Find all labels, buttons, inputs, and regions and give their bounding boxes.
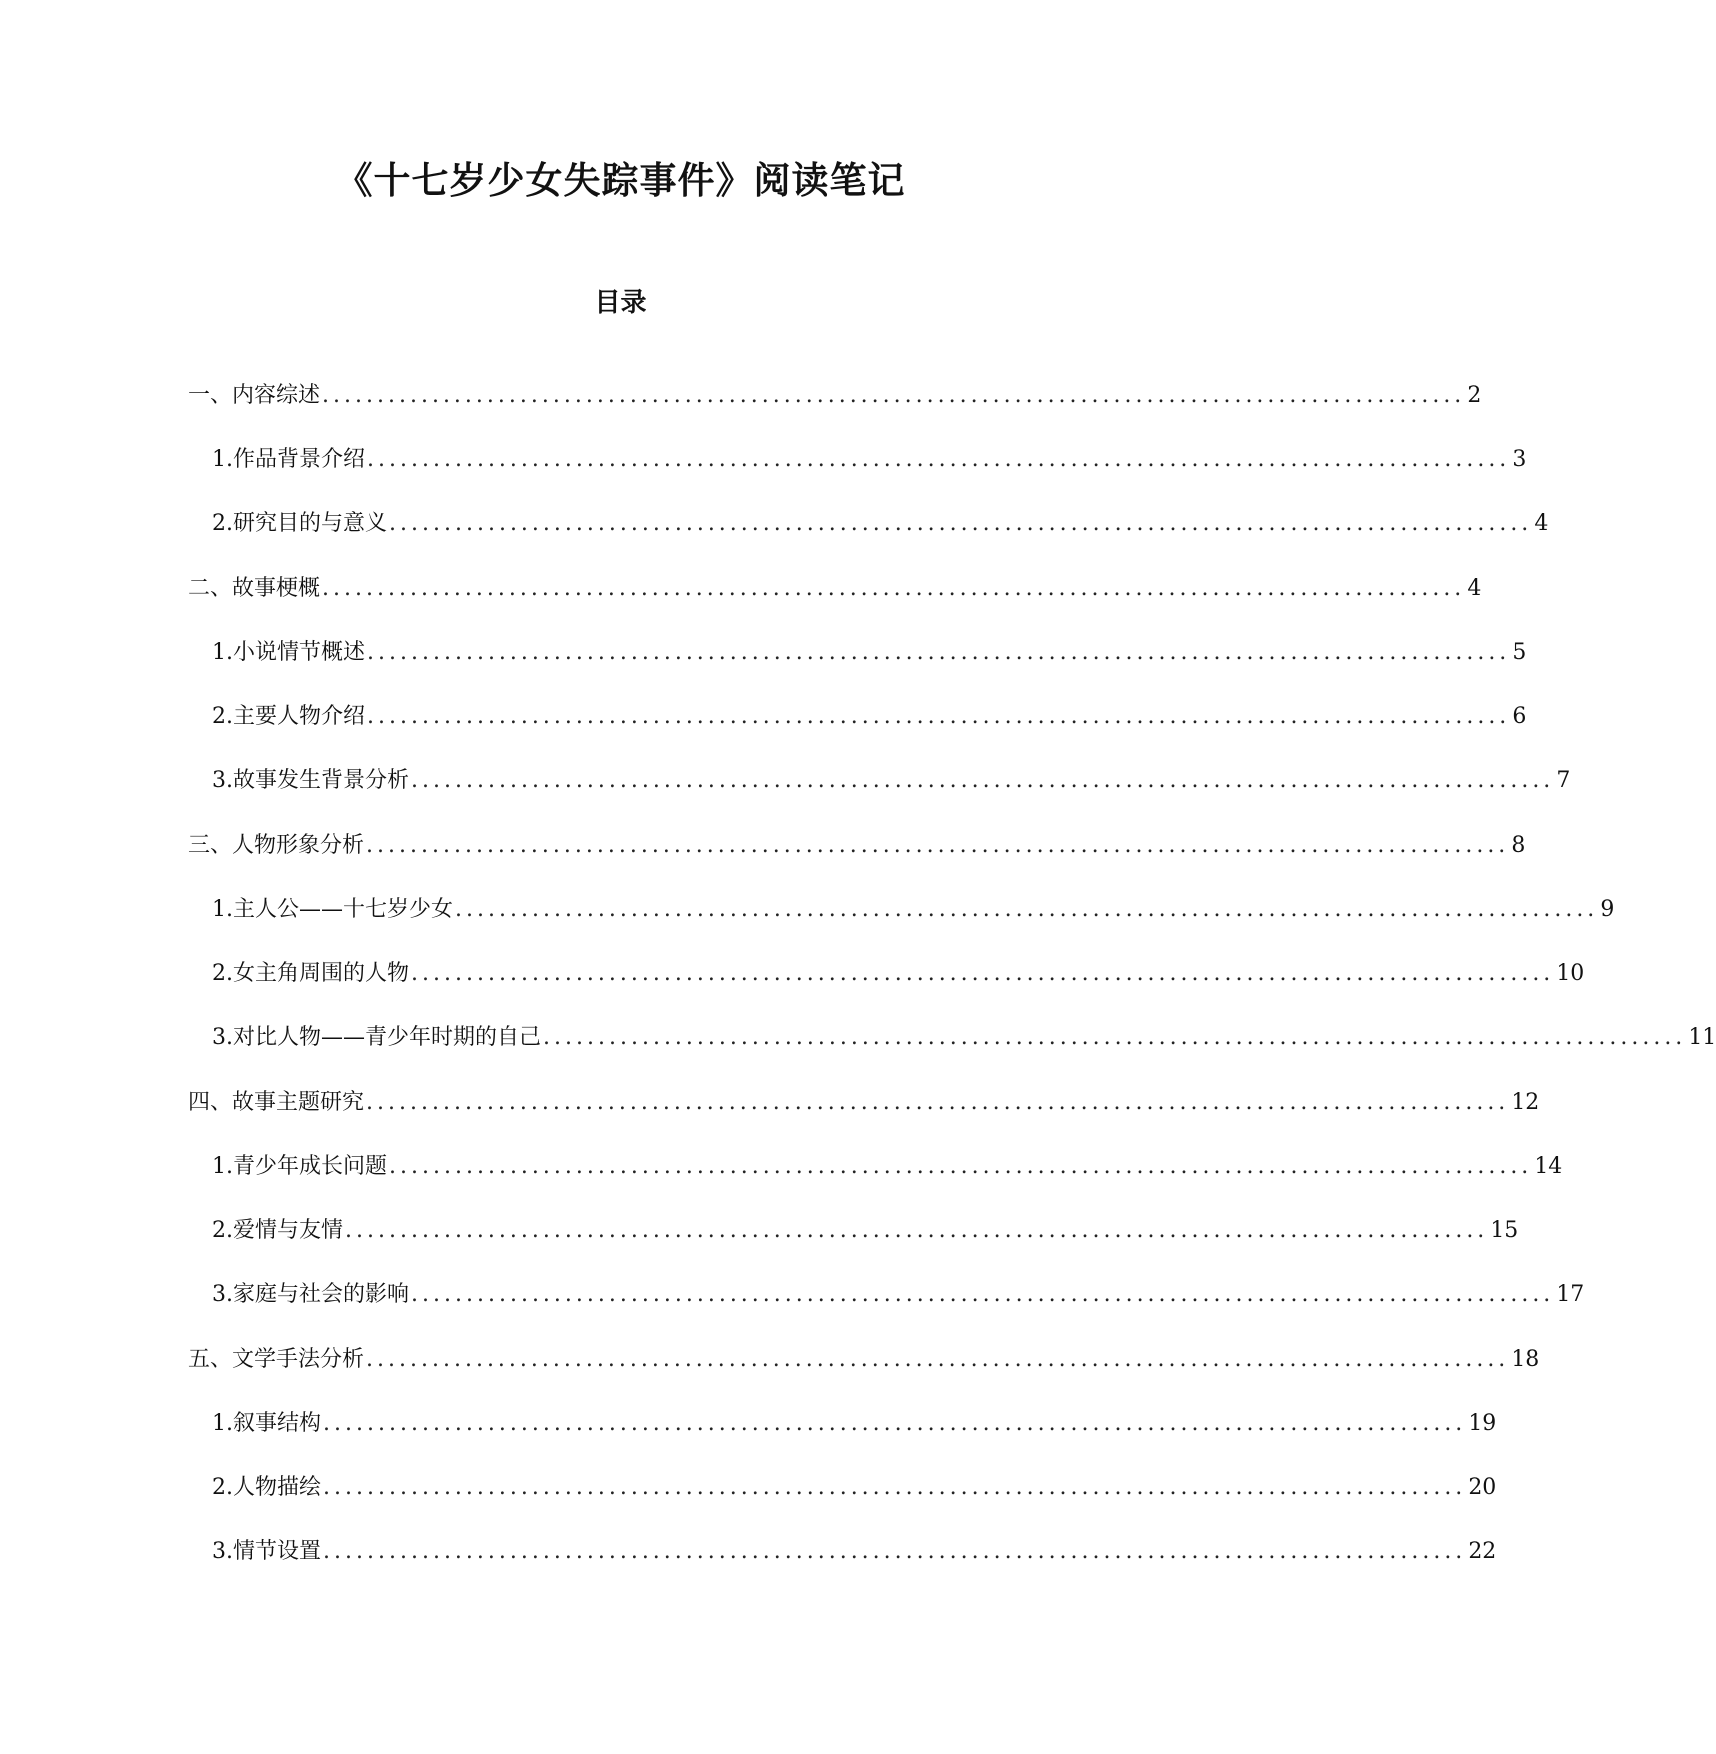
toc-entry[interactable] xyxy=(188,571,1482,605)
toc-leader-dots: ........................................................................................................ xyxy=(345,1218,1489,1243)
toc-entry-page: 15 xyxy=(1490,1218,1519,1243)
toc-entry[interactable] xyxy=(188,1085,1540,1119)
toc-entry-page: 8 xyxy=(1511,833,1526,858)
toc-entry[interactable] xyxy=(212,442,1527,476)
toc-entry-number: 3. xyxy=(212,1025,233,1050)
document-title: 《十七岁少女失踪事件》阅读笔记 xyxy=(335,159,906,202)
toc-entry-number: 2. xyxy=(212,704,233,729)
toc-entry[interactable] xyxy=(212,1020,1716,1054)
toc-entry-page: 19 xyxy=(1468,1411,1497,1436)
toc-leader-dots: ........................................................................................................ xyxy=(389,511,1533,536)
toc-entry-text: 女主角周围的人物 xyxy=(233,961,410,986)
toc-entry-page: 4 xyxy=(1534,511,1549,536)
toc-leader-dots: ........................................................................................................ xyxy=(367,447,1511,472)
toc-leader-dots: ........................................................................................................ xyxy=(455,897,1599,922)
toc-leader-dots: ........................................................................................................ xyxy=(366,1347,1510,1372)
toc-entry[interactable] xyxy=(212,1470,1497,1504)
toc-leader-dots: ........................................................................................................ xyxy=(322,383,1466,408)
toc-entry-number: 2. xyxy=(212,961,233,986)
toc-entry-page: 3 xyxy=(1512,447,1527,472)
toc-entry[interactable] xyxy=(212,763,1571,797)
toc-entry-page: 10 xyxy=(1556,961,1585,986)
toc-entry-page: 7 xyxy=(1556,768,1571,793)
toc-entry[interactable] xyxy=(188,1342,1540,1376)
toc-entry-page: 20 xyxy=(1468,1475,1497,1500)
toc-entry-text: 故事发生背景分析 xyxy=(233,768,410,793)
toc-entry-text: 二、故事梗概 xyxy=(188,576,321,601)
toc-entry-page: 18 xyxy=(1511,1347,1540,1372)
toc-entry-text: 小说情节概述 xyxy=(233,640,366,665)
toc-leader-dots: ........................................................................................................ xyxy=(323,1411,1467,1436)
toc-entry-number: 3. xyxy=(212,768,233,793)
toc-heading: 目录 xyxy=(594,288,647,318)
toc-entry[interactable] xyxy=(212,635,1527,669)
toc-entry-text: 研究目的与意义 xyxy=(233,511,388,536)
toc-leader-dots: ........................................................................................................ xyxy=(323,1475,1467,1500)
toc-entry-page: 17 xyxy=(1556,1282,1585,1307)
toc-entry-page: 11 xyxy=(1688,1025,1716,1050)
toc-entry-text: 情节设置 xyxy=(233,1539,322,1564)
toc-entry-number: 3. xyxy=(212,1539,233,1564)
toc-leader-dots: ........................................................................................................ xyxy=(323,1539,1467,1564)
toc-leader-dots: ........................................................................................................ xyxy=(411,961,1555,986)
toc-entry[interactable] xyxy=(188,378,1482,412)
toc-entry-page: 14 xyxy=(1534,1154,1563,1179)
toc-entry[interactable] xyxy=(212,1277,1585,1311)
toc-entry-number: 1. xyxy=(212,1411,233,1436)
toc-leader-dots: ........................................................................................................ xyxy=(411,768,1555,793)
toc-leader-dots: ........................................................................................................ xyxy=(367,640,1511,665)
toc-entry[interactable] xyxy=(212,956,1585,990)
toc-entry-text: 三、人物形象分析 xyxy=(188,833,365,858)
toc-entry-page: 2 xyxy=(1467,383,1482,408)
toc-entry-text: 家庭与社会的影响 xyxy=(233,1282,410,1307)
toc-entry-page: 4 xyxy=(1467,576,1482,601)
toc-entry-number: 2. xyxy=(212,511,233,536)
toc-entry-text: 五、文学手法分析 xyxy=(188,1347,365,1372)
toc-entry-number: 3. xyxy=(212,1282,233,1307)
toc-entry[interactable] xyxy=(212,892,1615,926)
toc-entry-number: 1. xyxy=(212,1154,233,1179)
toc-entry-number: 1. xyxy=(212,640,233,665)
toc-entry-page: 6 xyxy=(1512,704,1527,729)
toc-leader-dots: ........................................................................................................ xyxy=(322,576,1466,601)
toc-entry-text: 主人公——十七岁少女 xyxy=(233,897,454,922)
toc-leader-dots: ........................................................................................................ xyxy=(543,1025,1687,1050)
toc-entry-text: 作品背景介绍 xyxy=(233,447,366,472)
toc-leader-dots: ........................................................................................................ xyxy=(367,704,1511,729)
toc-leader-dots: ........................................................................................................ xyxy=(389,1154,1533,1179)
toc-entry-page: 12 xyxy=(1511,1090,1540,1115)
toc-entry-number: 1. xyxy=(212,897,233,922)
toc-entry-text: 对比人物——青少年时期的自己 xyxy=(233,1025,542,1050)
toc-entry-number: 2. xyxy=(212,1218,233,1243)
toc-entry[interactable] xyxy=(212,1149,1563,1183)
toc-entry-text: 四、故事主题研究 xyxy=(188,1090,365,1115)
toc-entry[interactable] xyxy=(212,699,1527,733)
toc-entry-number: 2. xyxy=(212,1475,233,1500)
toc-leader-dots: ........................................................................................................ xyxy=(366,833,1510,858)
toc-entry-text: 人物描绘 xyxy=(233,1475,322,1500)
toc-entry[interactable] xyxy=(188,828,1526,862)
toc-entry-text: 一、内容综述 xyxy=(188,383,321,408)
toc-entry[interactable] xyxy=(212,1213,1519,1247)
toc-entry-page: 22 xyxy=(1468,1539,1497,1564)
toc-entry-text: 爱情与友情 xyxy=(233,1218,344,1243)
toc-entry-text: 青少年成长问题 xyxy=(233,1154,388,1179)
toc-entry-text: 叙事结构 xyxy=(233,1411,322,1436)
toc-entry[interactable] xyxy=(212,1406,1497,1440)
toc-leader-dots: ........................................................................................................ xyxy=(366,1090,1510,1115)
toc-entry-page: 9 xyxy=(1600,897,1615,922)
toc-entry-page: 5 xyxy=(1512,640,1527,665)
toc-entry[interactable] xyxy=(212,1534,1497,1568)
toc-entry-number: 1. xyxy=(212,447,233,472)
toc-entry[interactable] xyxy=(212,506,1549,540)
toc-entry-text: 主要人物介绍 xyxy=(233,704,366,729)
toc-leader-dots: ........................................................................................................ xyxy=(411,1282,1555,1307)
